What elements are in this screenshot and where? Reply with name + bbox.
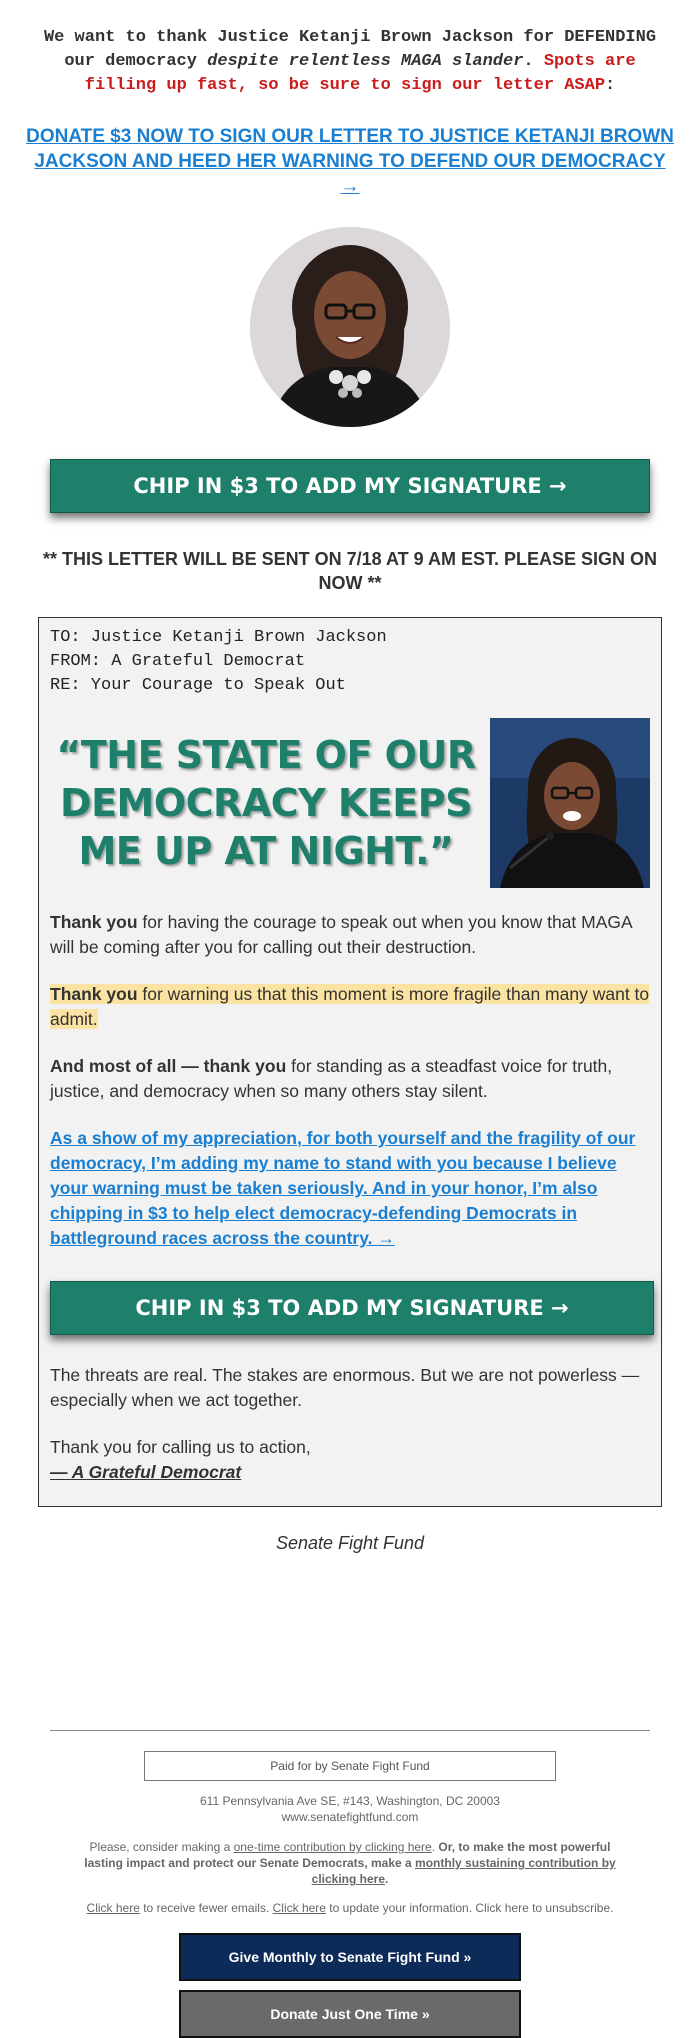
intro-line2a: our democracy [64,52,208,71]
footer-divider [50,1730,650,1731]
thank-you-paragraph-1 [50,910,650,960]
p3-bold: And most of all — thank you [50,1056,287,1076]
justice-portrait-illustration [250,227,450,427]
intro-red-2: filling up fast, so be sure to sign our letter ASAP [84,76,606,95]
quote-section [50,718,650,888]
consider-text-1: Please, consider making a [89,1840,234,1854]
closing-block [50,1435,650,1485]
donate-headline-link[interactable]: DONATE $3 NOW TO SIGN OUR LETTER TO JUSTICE KETANJI BROWN JACKSON AND HEED HER WARNING TO DEFEND OUR DEMOCRACY → [26,126,674,197]
p1-bold: Thank you [50,912,138,932]
one-time-contribution-link[interactable]: one-time contribution by clicking here [233,1840,432,1854]
thank-you-paragraph-2 [50,982,650,1032]
give-monthly-button[interactable]: Give Monthly to Senate Fight Fund » [179,1933,521,1981]
update-info-link[interactable]: Click here [272,1901,326,1915]
pull-quote: “THE STATE OF OUR DEMOCRACY KEEPS ME UP AT NIGHT.” [56,733,476,873]
footer-address: 611 Pennsylvania Ave SE, #143, Washington, DC 20003 [200,1794,500,1808]
p2-highlight [50,984,649,1029]
justice-speaking-illustration [490,718,650,888]
p2-bold: Thank you [50,984,138,1004]
intro-colon: : [605,76,616,95]
donate-once-button[interactable]: Donate Just One Time » [179,1990,521,2038]
consider-text-2: . [431,1840,439,1854]
intro-emphasis: despite relentless MAGA slander [207,52,524,71]
letter-memo-header [50,626,650,698]
fewer-emails-link[interactable]: Click here [86,1901,140,1915]
chip-in-button-letter[interactable]: CHIP IN $3 TO ADD MY SIGNATURE → [50,1281,654,1335]
thank-you-paragraph-3 [50,1054,650,1104]
intro-line1: We want to thank Justice Ketanji Brown Jackson for DEFENDING [43,28,657,47]
memo-re: RE: Your Courage to Speak Out [50,676,346,695]
threats-paragraph: The threats are real. The stakes are enormous. But we are not powerless — especially when we act together. [50,1365,640,1410]
email-preferences [25,1901,675,1915]
consider-strong-text: Or, to make the most powerful lasting impact and protect our Senate Democrats, make a [84,1840,611,1870]
intro-line2b: . [523,52,544,71]
justice-portrait [250,227,450,427]
intro-red-1: Spots are [543,52,636,71]
signature: — A Grateful Democrat [50,1462,242,1482]
memo-to: TO: Justice Ketanji Brown Jackson [50,628,387,647]
letter-box [38,617,662,1507]
footer-website: www.senatefightfund.com [281,1810,419,1824]
monthly-contribution-link[interactable]: monthly sustaining contribution by clicking here [311,1856,616,1886]
consider-end: . [385,1872,389,1886]
closing-line: Thank you for calling us to action, [50,1437,311,1457]
send-notice: ** THIS LETTER WILL BE SENT ON 7/18 AT 9 AM EST. PLEASE SIGN ON NOW ** [42,549,658,593]
fewer-emails-text: to receive fewer emails. [139,1901,273,1915]
justice-speaking-photo [490,718,650,888]
update-info-text: to update your information. Click here to unsubscribe. [325,1901,614,1915]
chip-in-button-top[interactable]: CHIP IN $3 TO ADD MY SIGNATURE → [50,459,650,513]
contribution-prompt [70,1839,630,1887]
paid-for-box: Paid for by Senate Fight Fund [144,1751,556,1781]
sender-name: Senate Fight Fund [275,1533,425,1553]
footer-address-block [25,1793,675,1825]
memo-from: FROM: A Grateful Democrat [50,652,306,671]
p3-text: for standing as a steadfast voice for truth, justice, and democracy when so many others stay silent. [50,1056,613,1101]
appreciation-donate-link[interactable]: As a show of my appreciation, for both yourself and the fragility of our democracy, I’m adding my name to stand with you because I believe your warning must be taken seriously. And in your honor, I’m also chipping in $3 to help elect democracy-defending Democrats in battleground races across the country. → [50,1128,636,1248]
p2-text: for warning us that this moment is more fragile than many want to admit. [50,984,650,1029]
intro-text [25,0,675,98]
p1-text: for having the courage to speak out when you know that MAGA will be coming after you for calling out their destruction. [50,912,632,957]
